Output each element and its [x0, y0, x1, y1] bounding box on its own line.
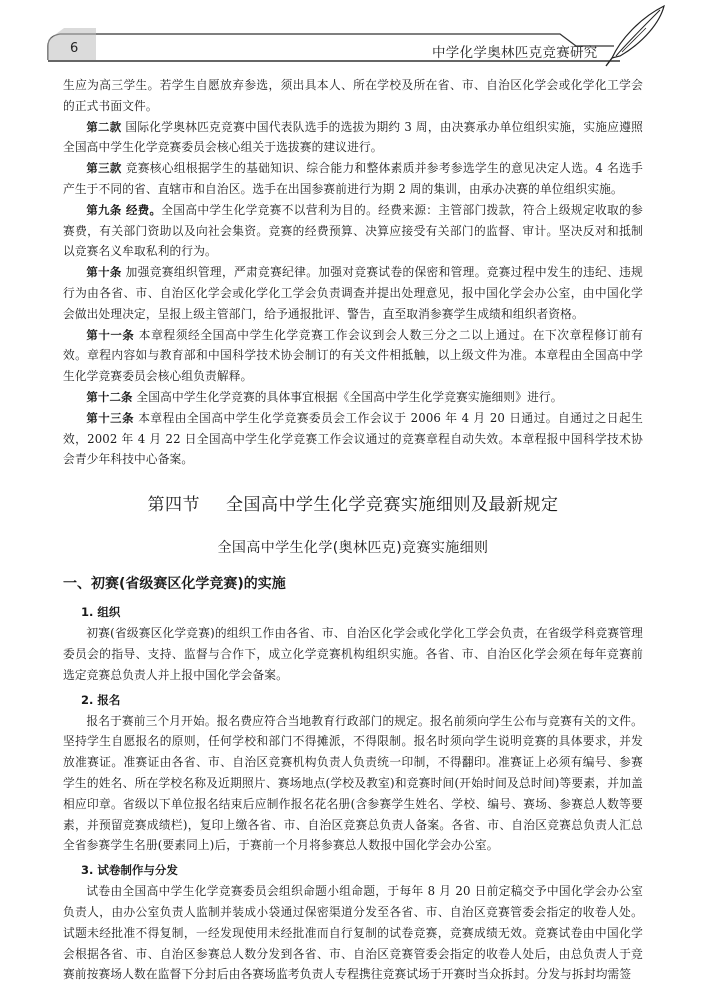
subsection-heading: 1. 组织: [81, 605, 121, 620]
clause-text: 本章程由全国高中学生化学竞赛委员会工作会议于 2006 年 4 月 20 日通过。自通过之日起生效，2002 年 4 月 22 日全国高中学生化学竞赛工作会议通过的竞赛章程自动失效。本章程报中国科学技术协会青少年科技中心备案。: [63, 410, 643, 467]
article-clause: [63, 262, 643, 324]
section-heading: [63, 490, 643, 520]
clause-text: 加强竞赛组织管理，严肃竞赛纪律。加强对竞赛试卷的保密和管理。竞赛过程中发生的违纪、违规行为由各省、市、自治区化学会或化学化工学会负责调查并提出处理意见，报中国化学会办公室，由中国化学会做出处理决定，呈报上级主管部门，给予通报批评、警告，直至取消参赛学生成绩和组织者资格。: [63, 265, 643, 321]
paragraph-text: 试卷由全国高中学生化学竞赛委员会组织命题小组命题，于每年 8 月 20 日前定稿交予中国化学会办公室负责人，由办公室负责人监制并装成小袋通过保密渠道分发至各省、市、自治区竞赛管委会指定的收卷人处。试题未经批准不得复制，一经发现使用未经批准而自行复制的试卷竞赛，竞赛成绩无效。竞赛试卷由中国化学会根据各省、市、自治区参赛总人数分发到各省、市、自治区竞赛管委会指定的收卷人处后，由总负责人于竞赛前按赛场人数在监督下分封后由各赛场监考负责人专程携往竞赛试场于开赛时当众拆封。分发与拆封均需签: [63, 884, 643, 982]
clause-text: 本章程须经全国高中学生化学竞赛工作会议到会人数三分之二以上通过。在下次章程修订前有效。章程内容如与教育部和中国科学技术协会制订的有关文件相抵触，以上级文件为准。本章程由全国高中学生化学竞赛委员会核心组负责解释。: [63, 327, 644, 384]
subsection-heading: 3. 试卷制作与分发: [81, 863, 178, 878]
article-clause: [63, 117, 643, 159]
subsection-heading: 2. 报名: [81, 692, 121, 707]
clause-label: 第九条 经费。: [86, 202, 162, 217]
article-clause: [63, 158, 643, 200]
clause-label: 第十一条: [86, 327, 135, 342]
paragraph-text: 生应为高三学生。若学生自愿放弃参选，须出具本人、所在学校及所在省、市、自治区化学会或化学化工学会的正式书面文件。: [63, 78, 643, 113]
section-title-text: 全国高中学生化学竞赛实施细则及最新规定: [226, 495, 559, 516]
article-clause: [63, 325, 643, 387]
paragraph-text: 报名于赛前三个月开始。报名费应符合当地教育行政部门的规定。报名前须向学生公布与竞赛有关的文件。坚持学生自愿报名的原则，任何学校和部门不得摊派，不得限制。报名时须向学生说明竞赛的具体要求，并发放准赛证。准赛证由各省、市、自治区竞赛机构负责人负责统一印制，不得翻印。准赛证上必须有编号、参赛学生的姓名、所在学校名称及近期照片、赛场地点(学校及教室)和竞赛时间(开始时间及总时间)等要素，并加盖相应印章。省级以下单位报名结束后应制作报名花名册(含参赛学生姓名、学校、编号、赛场、参赛总人数等要素，并预留竞赛成绩栏)，复印上缴各省、市、自治区竞赛总负责人备案。各省、市、自治区竞赛总负责人汇总全省参赛学生名册(要素同上)后，于赛前一个月将参赛总人数报中国化学会办公室。: [63, 713, 643, 853]
running-title: 中学化学奥林匹克竞赛研究: [432, 45, 598, 61]
part-heading: 一、初赛(省级赛区化学竞赛)的实施: [63, 576, 286, 593]
paragraph-text: 初赛(省级赛区化学竞赛)的组织工作由各省、市、自治区化学会或化学化工学会负责，在省级学科竞赛管理委员会的指导、支持、监督与合作下，成立化学竞赛机构组织实施。各省、市、自治区化学会须在每年竞赛前选定竞赛总负责人并上报中国化学会备案。: [63, 626, 643, 682]
page-number: 6: [70, 41, 79, 56]
clause-label: 第十二条: [86, 389, 133, 404]
clause-label: 第十三条: [86, 410, 134, 425]
clause-text: 全国高中学生化学竞赛的具体事宜根据《全国高中学生化学竞赛实施细则》进行。: [132, 389, 563, 404]
clause-text: 国际化学奥林匹克竞赛中国代表队选手的选拔为期约 3 周，由决赛承办单位组织实施，实施应遵照全国高中学生化学竞赛委员会核心组关于选拔赛的建议进行。: [63, 119, 643, 155]
clause-label: 第二款: [86, 119, 122, 134]
clause-text: 竞赛核心组根据学生的基础知识、综合能力和整体素质并参考参选学生的意见决定人选。4 名选手产生于不同的省、直辖市和自治区。选手在出国参赛前进行为期 2 周的集训，由承办决赛的单位组织实施。: [63, 161, 643, 196]
article-clause: [63, 408, 643, 470]
page-header: [0, 0, 706, 70]
paragraph: [63, 881, 643, 985]
clause-text: 全国高中学生化学竞赛不以营利为目的。经费来源：主管部门拨款，符合上级规定收取的参赛费，有关部门资助以及向社会集资。竞赛的经费预算、决算应接受有关部门的监督、审计。坚决反对和抵制以竞赛名义牟取私利的行为。: [63, 202, 643, 259]
paragraph: [63, 75, 643, 117]
article-clause: [63, 387, 643, 408]
clause-label: 第三款: [86, 161, 122, 176]
paragraph: [63, 711, 643, 857]
clause-label: 第十条: [86, 265, 122, 280]
page-body: [63, 75, 643, 985]
document-title: 全国高中学生化学(奥林匹克)竞赛实施细则: [217, 540, 489, 557]
quill-pen-icon: [606, 6, 664, 66]
section-number: 第四节: [147, 495, 200, 516]
header-decoration: [0, 0, 706, 70]
article-clause: [63, 200, 643, 262]
paragraph: [63, 623, 643, 685]
